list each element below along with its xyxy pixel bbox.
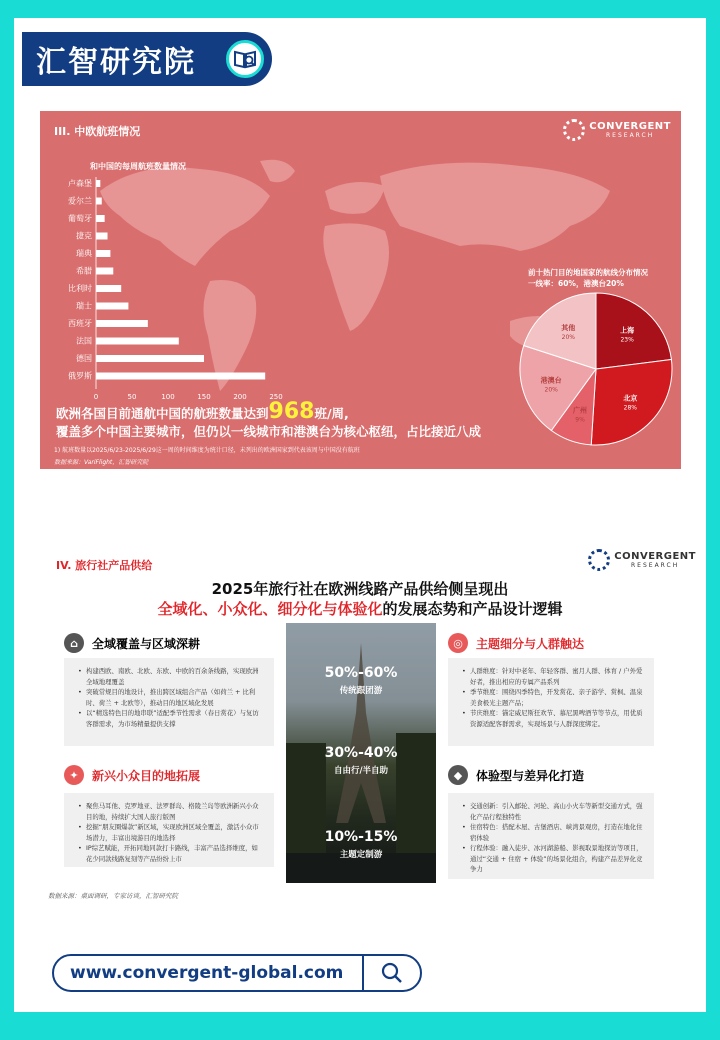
card-coverage [64, 658, 274, 746]
slice-value: 9% [575, 416, 585, 424]
route-pie-chart [516, 289, 676, 449]
list-item: • 行程体验：融入徒步、冰河湖游船、影视取景地探访等项目，通过“交通 + 住宿 + 体验”的场景化组合，构建产品差异化竞争力 [462, 843, 644, 875]
rocket-icon: ✦ [64, 765, 84, 785]
section-flights [40, 111, 681, 469]
card-head-niche [64, 765, 200, 785]
slice-value: 20% [544, 386, 558, 394]
card-segment [448, 658, 654, 746]
list-item: • 构建西欧、南欧、北欧、东欧、中欧的百余条线路，实现欧洲全域地理覆盖 [78, 666, 264, 687]
x-tick-label: 0 [93, 393, 99, 401]
bar [96, 373, 265, 380]
bar-label: 葡萄牙 [68, 214, 92, 223]
slice-value: 20% [561, 333, 575, 341]
card-title: 新兴小众目的地拓展 [92, 768, 201, 783]
stat-pct: 30%-40% [324, 745, 398, 761]
section-title-products: IV. 旅行社产品供给 [56, 559, 153, 572]
brand-title: 汇智研究院 [36, 45, 196, 80]
logo-sub: RESEARCH [606, 131, 655, 139]
headline-prefix: 欧洲各国目前通航中国的航班数量达到 [56, 406, 269, 421]
card-title: 体验型与差异化打造 [476, 768, 585, 783]
bar [96, 338, 179, 345]
heading-highlight: 全域化、小众化、细分化与体验化 [157, 600, 383, 618]
slice-label: 广州 [573, 406, 588, 415]
card-head-segment [448, 633, 584, 653]
slice-label: 其他 [561, 323, 576, 332]
bar [96, 285, 121, 292]
bar-label: 瑞士 [76, 301, 92, 311]
bar [96, 180, 100, 187]
main-heading-line1: 2025年旅行社在欧洲线路产品供给侧呈现出 [211, 580, 509, 598]
card-experience [448, 793, 654, 879]
search-icon[interactable] [364, 961, 420, 985]
stat-pct: 10%-15% [324, 829, 398, 845]
card-title: 全域覆盖与区域深耕 [92, 636, 201, 651]
heading-rest: 的发展态势和产品设计逻辑 [382, 600, 563, 618]
bar-chart-title: 和中国的每周航班数量情况 [90, 162, 186, 171]
bar-label: 西班牙 [68, 319, 92, 328]
bar [96, 320, 148, 327]
bar [96, 355, 204, 362]
list-item: • 突破常规目的地设计，推出跨区域组合产品（如荷兰 + 比利时、荷兰 + 北欧等），推动目的地区域化发展 [78, 687, 264, 708]
bar-label: 比利时 [68, 284, 92, 293]
x-tick-label: 50 [127, 393, 137, 401]
footnote: 1) 航班数量以2025/6/23-2025/6/29这一周的时间维度为统计口径，未列出的欧洲国家到代表该周与中国没有航班 [54, 447, 360, 454]
stat-pct: 50%-60% [324, 665, 398, 681]
data-source-products: 数据来源：桌面调研，专家访谈，汇智研究院 [48, 892, 178, 900]
pie-title-line1: 前十热门目的地国家的航线分布情况 [528, 268, 648, 277]
bar-label: 俄罗斯 [68, 371, 92, 381]
book-search-icon [226, 40, 264, 78]
card-head-experience [448, 765, 584, 785]
list-item: • IP综艺赋能，开拓同地同款打卡路线，丰富产品选择维度，如花少同款线路复刻等产品纷纷上市 [78, 843, 264, 864]
headline-unit: 班/周, [314, 406, 349, 421]
list-item: • 住宿特色：搭配木屋、古堡酒店、峡湾景观房，打造在地化住宿体验 [462, 822, 644, 843]
main-heading-line2 [0, 598, 720, 619]
card-niche [64, 793, 274, 867]
stat-label: 传统跟团游 [339, 686, 383, 696]
logo-ring-icon [563, 119, 585, 141]
stat-custom-tour [286, 829, 436, 860]
bar-label: 法国 [76, 336, 92, 346]
stat-label: 主题定制游 [339, 850, 383, 860]
compass-icon: ◆ [448, 765, 468, 785]
bar-label: 瑞典 [76, 249, 92, 258]
brand-banner [22, 32, 272, 86]
bar [96, 303, 128, 310]
x-tick-label: 150 [197, 393, 211, 401]
headline-number: 968 [268, 399, 315, 424]
slice-value: 28% [623, 404, 638, 412]
bar-label: 希腊 [76, 266, 92, 276]
pie-title-line2: 一线率：60%，港澳台20% [528, 279, 624, 288]
logo-ring-icon [588, 549, 610, 571]
x-tick-label: 250 [269, 393, 283, 401]
convergent-logo [563, 119, 671, 141]
slice-label: 上海 [620, 326, 635, 335]
eiffel-street-photo [286, 623, 436, 883]
bar [96, 198, 102, 205]
list-item: • 人群维度：针对中老年、年轻客群、蜜月人群、体育 / 户外爱好者，推出相应的专属产品系列 [462, 666, 644, 687]
bar-label: 捷克 [76, 231, 92, 241]
card-head-coverage [64, 633, 200, 653]
list-item: • 交通创新：引入邮轮、河轮、高山小火车等新型交通方式，强化产品行程独特性 [462, 801, 644, 822]
flight-bar-chart [54, 159, 294, 409]
section-title: III. 中欧航班情况 [54, 125, 141, 138]
flights-headline [56, 399, 482, 441]
logo-sub: RESEARCH [631, 561, 680, 569]
bar [96, 268, 113, 275]
list-item: • 聚焦马耳他、克罗地亚、法罗群岛、格陵兰岛等欧洲新兴小众目的地，持续扩大国人旅行版图 [78, 801, 264, 822]
website-url[interactable]: www.convergent-global.com [70, 963, 344, 983]
pie-chart-title [528, 267, 648, 289]
list-item: • 季节维度：围绕四季特色，开发赏花、亲子游学、赏枫、温泉美食极光主题产品； [462, 687, 644, 708]
list-item: • 挖掘“朋友圈爆款”新区域，实现欧洲区域全覆盖，激活小众市场潜力，丰富出境游目的地选择 [78, 822, 264, 843]
bar [96, 233, 108, 240]
slice-label: 港澳台 [540, 376, 562, 385]
convergent-logo-2 [588, 549, 696, 571]
headline-line2: 覆盖多个中国主要城市，但仍以一线城市和港澳台为核心枢纽，占比接近八成 [56, 424, 482, 439]
slice-label: 北京 [623, 394, 638, 403]
bar-label: 卢森堡 [68, 179, 92, 188]
logo-name: CONVERGENT [614, 550, 696, 562]
x-tick-label: 100 [161, 393, 175, 401]
card-title: 主题细分与人群触达 [476, 636, 585, 651]
slice-value: 23% [620, 336, 634, 344]
bar [96, 250, 110, 257]
bar-label: 德国 [76, 354, 92, 363]
bar-label: 爱尔兰 [68, 196, 92, 206]
website-link[interactable] [52, 954, 422, 992]
list-item: • 节庆维度：锚定威尼斯狂欢节、慕尼黑啤酒节等节点，用优质资源适配客群需求，实现场景与人群深度绑定。 [462, 708, 644, 729]
list-item: • 以“精选特色目的地串联”适配季节性需求（春日赏花）与复访客群需求，为市场精量提供支撑 [78, 708, 264, 729]
target-icon: ◎ [448, 633, 468, 653]
stat-free-travel [286, 745, 436, 776]
logo-name: CONVERGENT [589, 120, 671, 132]
bar [96, 215, 105, 222]
stat-group-tour [286, 665, 436, 696]
stat-label: 自由行/半自助 [333, 766, 389, 776]
map-pin-icon: ⌂ [64, 633, 84, 653]
x-tick-label: 200 [233, 393, 247, 401]
data-source: 数据来源：VariFlight，汇智研究院 [54, 459, 149, 466]
